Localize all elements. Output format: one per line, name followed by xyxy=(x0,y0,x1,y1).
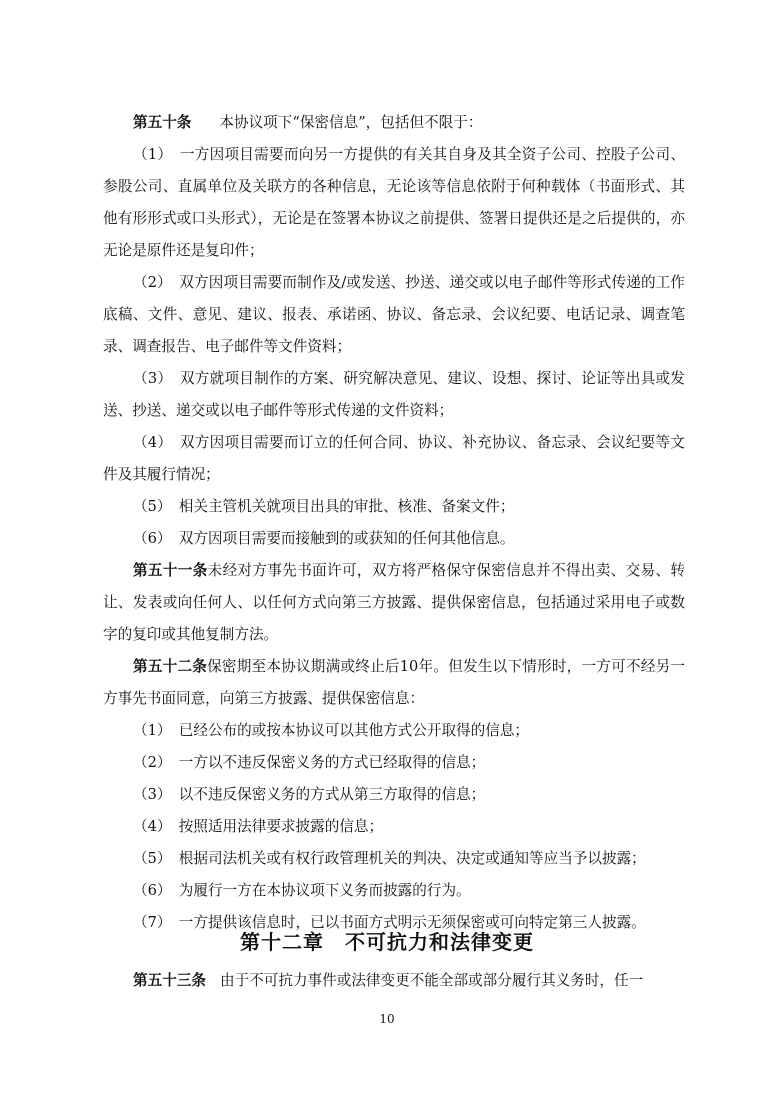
article-52-item-4: （4） 按照适用法律要求披露的信息； xyxy=(133,818,384,835)
article-52-item-5: （5） 根据司法机关或有权行政管理机关的判决、决定或通知等应当予以披露； xyxy=(133,850,646,867)
article-50-item-6: （6） 双方因项目需要而接触到的或获知的任何其他信息。 xyxy=(133,530,515,547)
article-50-heading: 第五十条 xyxy=(133,114,192,131)
article-52-text: 保密期至本协议期满或终止后10年。但发生以下情形时，一方可不经另一方事先书面同意，向第三方披露、提供保密信息： xyxy=(103,658,685,707)
article-50-intro-text: 本协议项下“保密信息”，包括但不限于： xyxy=(219,114,483,131)
chapter-title: 第十二章 不可抗力和法律变更 xyxy=(240,930,534,954)
article-52-item-6: （6） 为履行一方在本协议项下义务而披露的行为。 xyxy=(133,882,471,899)
article-52-item-7: （7） 一方提供该信息时，已以书面方式明示无须保密或可向特定第三人披露。 xyxy=(133,914,646,931)
article-52-item-1: （1） 已经公布的或按本协议可以其他方式公开取得的信息； xyxy=(133,722,530,739)
article-50-item-5: （5） 相关主管机关就项目出具的审批、核准、备案文件； xyxy=(133,498,515,515)
article-51-heading: 第五十一条 xyxy=(133,562,208,579)
article-50-item-3: （3） 双方就项目制作的方案、研究解决意见、建议、设想、探讨、论证等出具或发送、抄送、递交或以电子邮件等形式传递的文件资料； xyxy=(103,370,685,419)
article-53-text: 由于不可抗力事件或法律变更不能全部或部分履行其义务时，任一 xyxy=(219,972,644,989)
article-50-item-1: （1） 一方因项目需要而向另一方提供的有关其自身及其全资子公司、控股子公司、参股公司、直属单位及关联方的各种信息，无论该等信息依附于何种载体（书面形式、其他有形形式或口头形式），无论是在签署本协议之前提供、签署日提供还是之后提供的，亦无论是原件还是复印件； xyxy=(103,146,685,259)
article-50-item-4: （4） 双方因项目需要而订立的任何合同、协议、补充协议、备忘录、会议纪要等文件及其履行情况； xyxy=(103,434,685,483)
article-53-heading: 第五十三条 xyxy=(133,972,206,989)
article-51-text: 未经对方事先书面许可，双方将严格保守保密信息并不得出卖、交易、转让、发表或向任何人、以任何方式向第三方披露、提供保密信息，包括通过采用电子或数字的复印或其他复制方法。 xyxy=(103,562,685,643)
page-number: 10 xyxy=(379,1012,395,1026)
article-52-item-2: （2） 一方以不违反保密义务的方式已经取得的信息； xyxy=(133,754,486,771)
article-50-intro xyxy=(133,107,685,139)
article-51 xyxy=(103,555,685,651)
article-52-heading: 第五十二条 xyxy=(133,658,208,675)
article-50-item-2: （2） 双方因项目需要而制作及/或发送、抄送、递交或以电子邮件等形式传递的工作底稿、文件、意见、建议、报表、承诺函、协议、备忘录、会议纪要、电话记录、调查笔录、调查报告、电子邮件等文件资料； xyxy=(103,274,685,355)
article-52 xyxy=(103,651,685,715)
article-52-item-3: （3） 以不违反保密义务的方式从第三方取得的信息； xyxy=(133,786,486,803)
article-53 xyxy=(133,965,685,997)
